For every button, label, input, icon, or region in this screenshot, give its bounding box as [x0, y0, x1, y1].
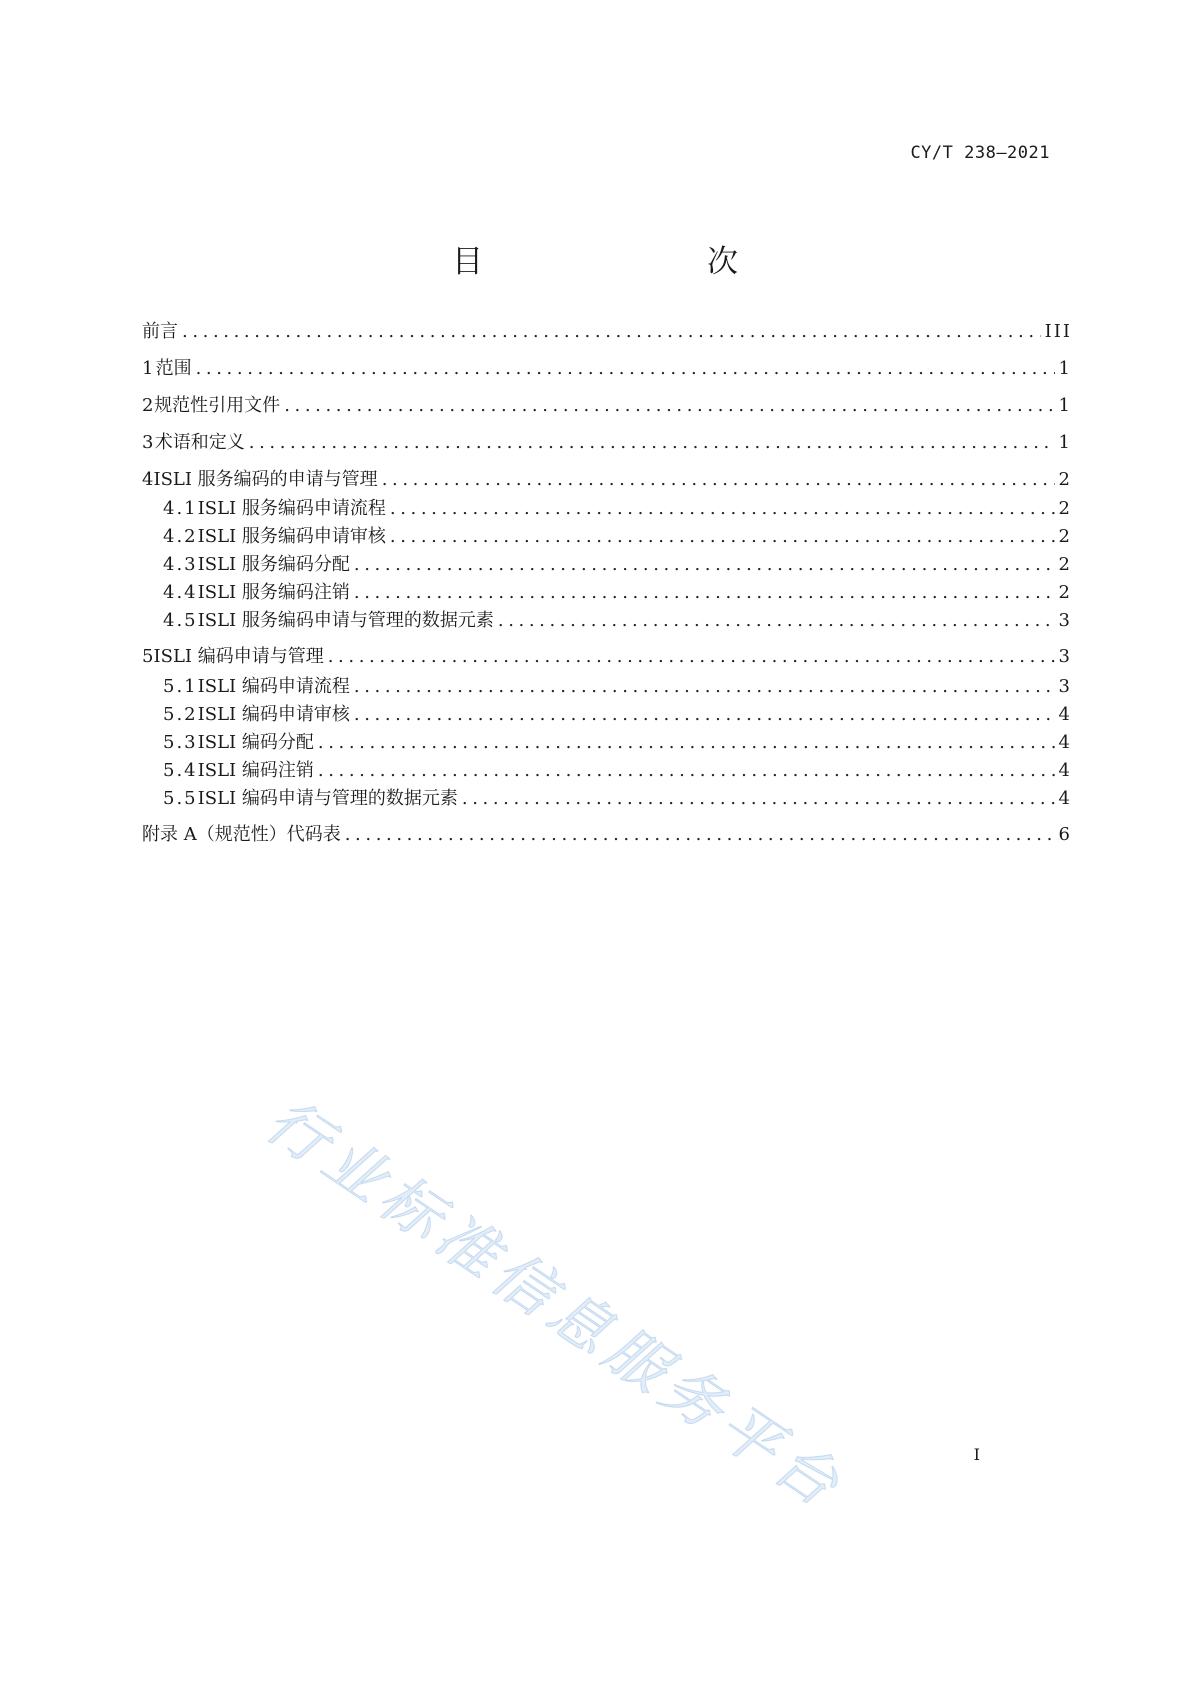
toc-leader-dots — [318, 731, 1055, 755]
toc-entry-page: 2 — [1058, 582, 1072, 603]
toc-entry-4-3[interactable] — [142, 553, 1072, 577]
toc-entry-text: 前言 — [142, 321, 178, 342]
toc-entry-annex-a[interactable] — [142, 823, 1072, 847]
toc-entry-5-2[interactable] — [142, 703, 1072, 727]
toc-entry-4[interactable] — [142, 468, 1072, 492]
standard-code: CY/T 238—2021 — [910, 143, 1050, 163]
toc-entry-page: 4 — [1058, 760, 1072, 781]
toc-entry-2[interactable] — [142, 394, 1072, 418]
watermark: 行业标准信息服务平台 — [253, 1085, 857, 1525]
toc-entry-page: 2 — [1058, 498, 1072, 519]
toc-entry-number: 5.5 — [163, 788, 198, 809]
page-title: 目 次 — [452, 244, 792, 280]
toc-entry-text: ISLI 编码申请流程 — [197, 676, 350, 697]
toc-entry-number: 5 — [142, 646, 154, 667]
toc-leader-dots — [462, 787, 1055, 811]
toc-entry-number: 3 — [142, 432, 154, 453]
toc-entry-text: 术语和定义 — [154, 432, 245, 453]
toc-entry-page: 3 — [1058, 610, 1072, 631]
toc-entry-5-3[interactable] — [142, 731, 1072, 755]
toc-entry-number: 5.1 — [163, 676, 198, 697]
page-number: I — [973, 1445, 980, 1464]
toc-entry-4-4[interactable] — [142, 581, 1072, 605]
toc-entry-text: ISLI 服务编码分配 — [197, 554, 350, 575]
toc-leader-dots — [390, 525, 1055, 549]
toc-entry-page: 1 — [1058, 395, 1072, 416]
toc-entry-page: 4 — [1058, 732, 1072, 753]
toc-entry-number: 4.1 — [163, 498, 198, 519]
toc-entry-text: ISLI 服务编码申请与管理的数据元素 — [197, 610, 494, 631]
toc-entry-page: 3 — [1058, 646, 1072, 667]
toc-entry-4-5[interactable] — [142, 609, 1072, 633]
toc-entry-page: 4 — [1058, 788, 1072, 809]
toc-entry-3[interactable] — [142, 431, 1072, 455]
toc-leader-dots — [284, 394, 1054, 418]
toc-leader-dots — [196, 357, 1055, 381]
toc-leader-dots — [345, 823, 1055, 847]
toc-leader-dots — [354, 581, 1055, 605]
toc-entry-5[interactable] — [142, 645, 1072, 669]
toc-entry-number: 5.3 — [163, 732, 198, 753]
toc-entry-5-1[interactable] — [142, 675, 1072, 699]
toc-entry-number: 2 — [142, 395, 154, 416]
toc-leader-dots — [318, 759, 1055, 783]
toc-entry-text: ISLI 服务编码申请审核 — [197, 526, 386, 547]
toc-entry-text: ISLI 服务编码的申请与管理 — [153, 469, 378, 490]
toc-entry-4-2[interactable] — [142, 525, 1072, 549]
toc-entry-page: 3 — [1058, 676, 1072, 697]
toc-entry-text: 规范性引用文件 — [154, 395, 281, 416]
toc-entry-5-4[interactable] — [142, 759, 1072, 783]
toc-entry-text: ISLI 编码申请与管理 — [153, 646, 324, 667]
toc-entry-page: 2 — [1058, 526, 1072, 547]
toc-entry-number: 4.4 — [163, 582, 198, 603]
toc-entry-foreword[interactable] — [142, 320, 1072, 344]
toc-entry-number: 1 — [142, 358, 154, 379]
toc-entry-page: 1 — [1058, 358, 1072, 379]
toc-entry-text: ISLI 编码注销 — [197, 760, 314, 781]
toc-leader-dots — [354, 553, 1055, 577]
toc-entry-text: ISLI 服务编码注销 — [197, 582, 350, 603]
toc-entry-page: 4 — [1058, 704, 1072, 725]
toc-leader-dots — [354, 675, 1055, 699]
toc-entry-text: ISLI 编码申请审核 — [197, 704, 350, 725]
toc-entry-4-1[interactable] — [142, 497, 1072, 521]
toc-entry-page: 2 — [1058, 469, 1072, 490]
toc-entry-text: 附录 A（规范性）代码表 — [142, 824, 341, 845]
toc-entry-page: III — [1044, 321, 1072, 342]
toc-leader-dots — [249, 431, 1055, 455]
toc-entry-text: ISLI 编码分配 — [197, 732, 314, 753]
toc-entry-number: 4.2 — [163, 526, 198, 547]
toc-entry-number: 4.5 — [163, 610, 198, 631]
toc-entry-text: ISLI 服务编码申请流程 — [197, 498, 386, 519]
toc-entry-1[interactable] — [142, 357, 1072, 381]
toc-entry-number: 4 — [142, 469, 154, 490]
toc-leader-dots — [382, 468, 1055, 492]
toc-entry-number: 5.2 — [163, 704, 198, 725]
toc-leader-dots — [354, 703, 1055, 727]
toc-entry-page: 2 — [1058, 554, 1072, 575]
toc-entry-page: 1 — [1058, 432, 1072, 453]
toc-leader-dots — [182, 320, 1041, 344]
toc-entry-number: 5.4 — [163, 760, 198, 781]
toc-leader-dots — [498, 609, 1055, 633]
toc-entry-number: 4.3 — [163, 554, 198, 575]
toc-entry-page: 6 — [1058, 824, 1072, 845]
toc-entry-5-5[interactable] — [142, 787, 1072, 811]
toc-leader-dots — [390, 497, 1055, 521]
toc-leader-dots — [328, 645, 1055, 669]
toc-entry-text: ISLI 编码申请与管理的数据元素 — [197, 788, 458, 809]
toc-entry-text: 范围 — [155, 358, 192, 379]
